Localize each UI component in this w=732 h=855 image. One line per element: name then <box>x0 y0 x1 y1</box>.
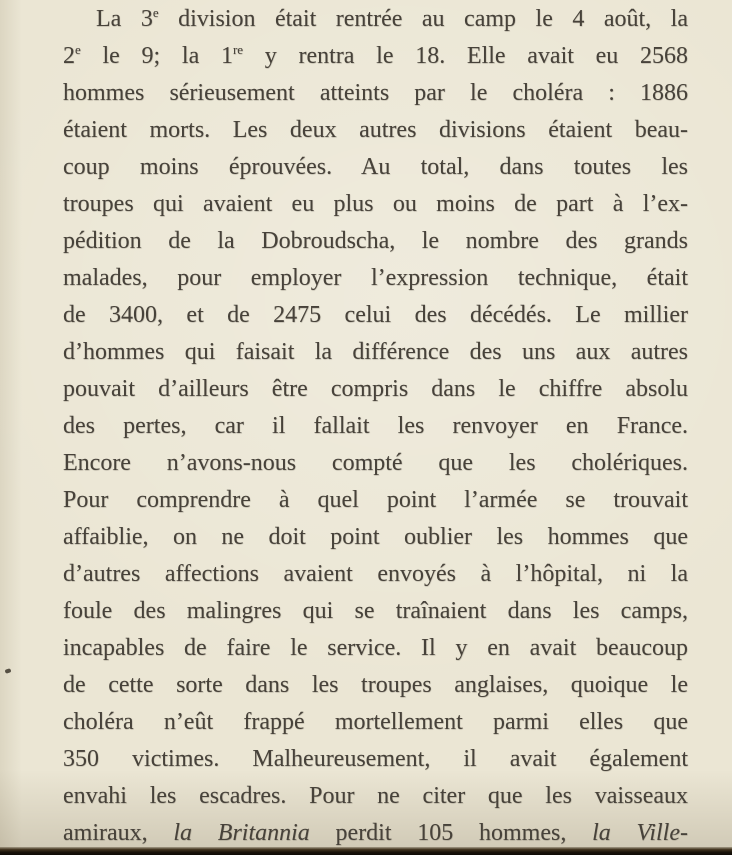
text-segment: coup moins éprouvées. Au total, dans toutes les <box>63 154 688 180</box>
text-segment: re <box>232 42 244 57</box>
text-segment: étaient morts. Les deux autres divisions étaient beau- <box>63 117 688 143</box>
text-segment: la Ville- <box>592 820 688 846</box>
text-line <box>63 593 688 630</box>
text-line <box>63 112 688 149</box>
text-line <box>63 1 688 38</box>
text-line <box>63 482 688 519</box>
text-segment: de cette sorte dans les troupes anglaises, quoique le <box>63 672 688 698</box>
text-line <box>63 408 688 445</box>
text-segment: Encore n’avons-nous compté que les cholériques. <box>63 450 688 476</box>
text-line <box>63 630 688 667</box>
text-segment: e <box>152 5 159 20</box>
text-line <box>63 297 688 334</box>
text-line <box>63 75 688 112</box>
text-segment: hommes sérieusement atteints par le choléra : 1886 <box>63 80 688 106</box>
text-segment: choléra n’eût frappé mortellement parmi elles que <box>63 709 688 735</box>
text-segment: e <box>75 42 81 57</box>
text-segment: perdit 105 hommes, <box>309 820 593 846</box>
text-segment: La 3 <box>96 6 153 32</box>
text-segment: des pertes, car il fallait les renvoyer en France. <box>63 413 688 439</box>
text-line <box>63 704 688 741</box>
text-line <box>63 667 688 704</box>
text-line <box>63 334 688 371</box>
text-line <box>63 186 688 223</box>
text-segment: d’autres affections avaient envoyés à l’hôpital, ni la <box>63 561 688 587</box>
text-segment: Pour comprendre à quel point l’armée se trouvait <box>63 487 688 513</box>
text-segment: d’hommes qui faisait la différence des uns aux autres <box>63 339 688 365</box>
text-segment: incapables de faire le service. Il y en avait beaucoup <box>63 635 688 661</box>
text-line <box>63 38 688 75</box>
text-segment: amiraux, <box>63 820 174 846</box>
text-line <box>63 778 688 815</box>
text-line <box>63 445 688 482</box>
text-line <box>63 556 688 593</box>
page-bottom-edge <box>0 847 732 855</box>
ink-speck <box>5 668 12 674</box>
text-segment: pédition de la Dobroudscha, le nombre des grands <box>63 228 688 254</box>
text-segment: 350 victimes. Malheureusement, il avait également <box>63 746 688 772</box>
text-segment: 2 <box>63 43 75 69</box>
text-line <box>63 149 688 186</box>
text-segment: pouvait d’ailleurs être compris dans le chiffre absolu <box>63 376 688 402</box>
text-line <box>63 223 688 260</box>
text-line <box>63 371 688 408</box>
text-segment: la Britannia <box>173 820 310 846</box>
text-segment: de 3400, et de 2475 celui des décédés. Le millier <box>63 302 688 328</box>
text-segment: affaiblie, on ne doit point oublier les hommes que <box>63 524 688 550</box>
text-segment: envahi les escadres. Pour ne citer que les vaisseaux <box>63 783 688 809</box>
text-line <box>63 519 688 556</box>
text-line <box>63 741 688 778</box>
text-segment: y rentra le 18. Elle avait eu 2568 <box>243 43 688 69</box>
text-block <box>63 1 688 852</box>
text-segment: malades, pour employer l’expression technique, était <box>63 265 688 291</box>
text-segment: division était rentrée au camp le 4 août, la <box>158 6 688 32</box>
text-line <box>63 260 688 297</box>
text-segment: foule des malingres qui se traînaient dans les camps, <box>63 598 688 624</box>
text-segment: le 9; la 1 <box>80 43 233 69</box>
text-segment: troupes qui avaient eu plus ou moins de part à l’ex- <box>63 191 688 217</box>
